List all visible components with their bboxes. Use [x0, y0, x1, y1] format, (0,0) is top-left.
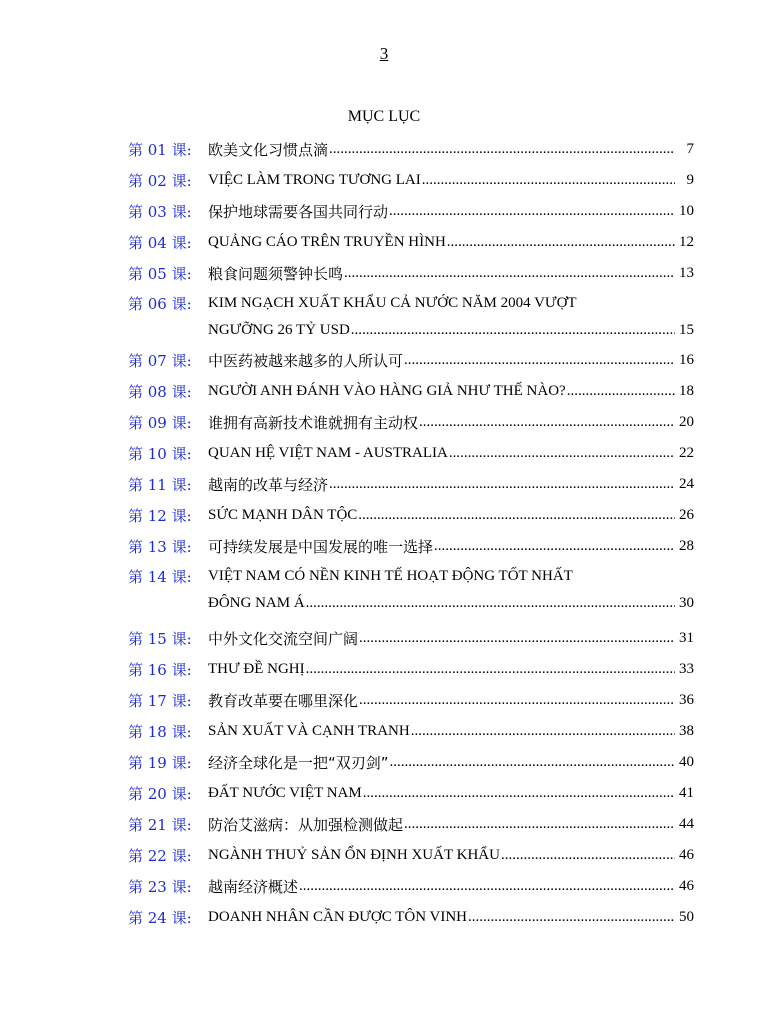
entry-title: 中医药被越来越多的人所认可	[208, 352, 404, 370]
lesson-number: 第 06 课:	[128, 294, 192, 313]
lesson-number: 第 11 课:	[128, 476, 192, 494]
lesson-number: 第 01 课:	[128, 141, 192, 159]
page-ref: 46	[679, 847, 694, 863]
toc-entry[interactable]	[128, 531, 694, 562]
dot-leader	[404, 352, 675, 369]
dot-leader	[449, 445, 675, 462]
toc-entry[interactable]	[128, 562, 694, 616]
page-ref: 18	[679, 383, 694, 399]
toc-entry[interactable]	[128, 902, 694, 933]
page-ref: 46	[679, 878, 694, 894]
toc-entry[interactable]	[128, 500, 694, 531]
dot-leader	[306, 595, 675, 612]
lesson-number: 第 17 课:	[128, 692, 192, 710]
toc-entry[interactable]	[128, 258, 694, 289]
dot-leader	[329, 476, 675, 493]
dot-leader	[419, 414, 675, 431]
dot-leader	[299, 878, 675, 895]
lesson-number: 第 03 课:	[128, 203, 192, 221]
toc-entry[interactable]	[128, 196, 694, 227]
page-ref: 13	[679, 265, 694, 281]
dot-leader	[411, 723, 675, 740]
page-ref: 26	[679, 507, 694, 523]
dot-leader	[567, 383, 675, 400]
entry-title: 中外文化交流空间广阔	[208, 630, 359, 648]
toc-entry[interactable]	[128, 227, 694, 258]
entry-title: 越南经济概述	[208, 878, 299, 896]
dot-leader	[447, 234, 675, 251]
lesson-number: 第 10 课:	[128, 445, 192, 463]
dot-leader	[329, 141, 675, 158]
page-ref: 41	[679, 785, 694, 801]
entry-title: NGÀNH THUỶ SẢN ỔN ĐỊNH XUẤT KHẨU	[208, 847, 500, 863]
lesson-number: 第 02 课:	[128, 172, 192, 190]
dot-leader	[422, 172, 675, 189]
page-ref: 9	[686, 172, 694, 188]
entry-title: 谁拥有高新技术谁就拥有主动权	[208, 414, 419, 432]
toc-entry[interactable]	[128, 469, 694, 500]
page-ref: 40	[679, 754, 694, 770]
lesson-number: 第 07 课:	[128, 352, 192, 370]
page-ref: 50	[679, 909, 694, 925]
toc-entry[interactable]	[128, 871, 694, 902]
entry-title: NGƯỜI ANH ĐÁNH VÀO HÀNG GIẢ NHƯ THẾ NÀO?	[208, 383, 566, 399]
page-ref: 16	[679, 352, 694, 368]
lesson-number: 第 05 课:	[128, 265, 192, 283]
lesson-number: 第 09 课:	[128, 414, 192, 432]
entry-title: THƯ ĐỀ NGHỊ	[208, 661, 305, 677]
entry-title: 保护地球需要各国共同行动	[208, 203, 389, 221]
dot-leader	[344, 265, 675, 282]
page-ref: 24	[679, 476, 694, 492]
page-ref: 36	[679, 692, 694, 708]
lesson-number: 第 22 课:	[128, 847, 192, 865]
toc-entry[interactable]	[128, 716, 694, 747]
toc-entry[interactable]	[128, 840, 694, 871]
entry-title: QUẢNG CÁO TRÊN TRUYỀN HÌNH	[208, 234, 446, 250]
page-ref: 30	[679, 594, 694, 611]
lesson-number: 第 20 课:	[128, 785, 192, 803]
entry-title-continued: ĐÔNG NAM Á	[208, 594, 305, 611]
lesson-number: 第 21 课:	[128, 816, 192, 834]
page-ref: 15	[679, 321, 694, 338]
entry-title: 经济全球化是一把“双刃剑”	[208, 754, 389, 772]
dot-leader	[306, 661, 675, 678]
toc-entry[interactable]	[128, 134, 694, 165]
page-ref: 22	[679, 445, 694, 461]
toc-title: MỤC LỤC	[347, 108, 421, 125]
lesson-number: 第 15 课:	[128, 630, 192, 648]
dot-leader	[404, 816, 675, 833]
page-ref: 10	[679, 203, 694, 219]
dot-leader	[390, 754, 675, 771]
entry-title: VIỆT NAM CÓ NỀN KINH TẾ HOẠT ĐỘNG TỐT NHẤT	[208, 567, 573, 584]
toc-entry[interactable]	[128, 685, 694, 716]
toc-entry[interactable]	[128, 407, 694, 438]
lesson-number: 第 13 课:	[128, 538, 192, 556]
page-ref: 31	[679, 630, 694, 646]
entry-title: 粮食问题须警钟长鸣	[208, 265, 344, 283]
toc-entry[interactable]	[128, 623, 694, 654]
lesson-number: 第 18 课:	[128, 723, 192, 741]
entry-title: DOANH NHÂN CẦN ĐƯỢC TÔN VINH	[208, 909, 467, 925]
lesson-number: 第 04 课:	[128, 234, 192, 252]
page-ref: 44	[679, 816, 694, 832]
lesson-number: 第 23 课:	[128, 878, 192, 896]
toc-entry[interactable]	[128, 165, 694, 196]
dot-leader	[468, 909, 675, 926]
entry-title: SẢN XUẤT VÀ CẠNH TRANH	[208, 723, 410, 739]
lesson-number: 第 14 课:	[128, 567, 192, 586]
page-ref: 38	[679, 723, 694, 739]
entry-title: 防治艾滋病：从加强检测做起	[208, 816, 404, 834]
dot-leader	[359, 630, 675, 647]
lesson-number: 第 08 课:	[128, 383, 192, 401]
entry-title: QUAN HỆ VIỆT NAM - AUSTRALIA	[208, 445, 448, 461]
toc-entry[interactable]	[128, 809, 694, 840]
entry-title: 欧美文化习惯点滴	[208, 141, 329, 159]
dot-leader	[351, 322, 675, 339]
entry-title: 可持续发展是中国发展的唯一选择	[208, 538, 434, 556]
dot-leader	[501, 847, 675, 864]
dot-leader	[359, 692, 675, 709]
entry-title: ĐẤT NƯỚC VIỆT NAM	[208, 785, 362, 801]
entry-title: 越南的改革与经济	[208, 476, 329, 494]
dot-leader	[358, 507, 675, 524]
page-ref: 7	[686, 141, 694, 157]
page-number: 3	[379, 44, 389, 63]
page-ref: 28	[679, 538, 694, 554]
dot-leader	[363, 785, 675, 802]
toc-entry[interactable]	[128, 438, 694, 469]
page-ref: 12	[679, 234, 694, 250]
lesson-number: 第 12 课:	[128, 507, 192, 525]
entry-title: SỨC MẠNH DÂN TỘC	[208, 507, 358, 523]
toc-entry[interactable]	[128, 654, 694, 685]
entry-title: KIM NGẠCH XUẤT KHẨU CẢ NƯỚC NĂM 2004 VƯỢT	[208, 294, 577, 311]
toc-entry[interactable]	[128, 376, 694, 407]
page-ref: 33	[679, 661, 694, 677]
entry-title: 教育改革要在哪里深化	[208, 692, 359, 710]
dot-leader	[389, 203, 675, 220]
lesson-number: 第 19 课:	[128, 754, 192, 772]
lesson-number: 第 24 课:	[128, 909, 192, 927]
entry-title: VIỆC LÀM TRONG TƯƠNG LAI	[208, 172, 421, 188]
lesson-number: 第 16 课:	[128, 661, 192, 679]
entry-title-continued: NGƯỠNG 26 TỶ USD	[208, 321, 350, 338]
toc-entry[interactable]	[128, 289, 694, 343]
page-ref: 20	[679, 414, 694, 430]
toc-entry[interactable]	[128, 747, 694, 778]
toc-entry[interactable]	[128, 345, 694, 376]
toc-entry[interactable]	[128, 778, 694, 809]
dot-leader	[434, 538, 675, 555]
